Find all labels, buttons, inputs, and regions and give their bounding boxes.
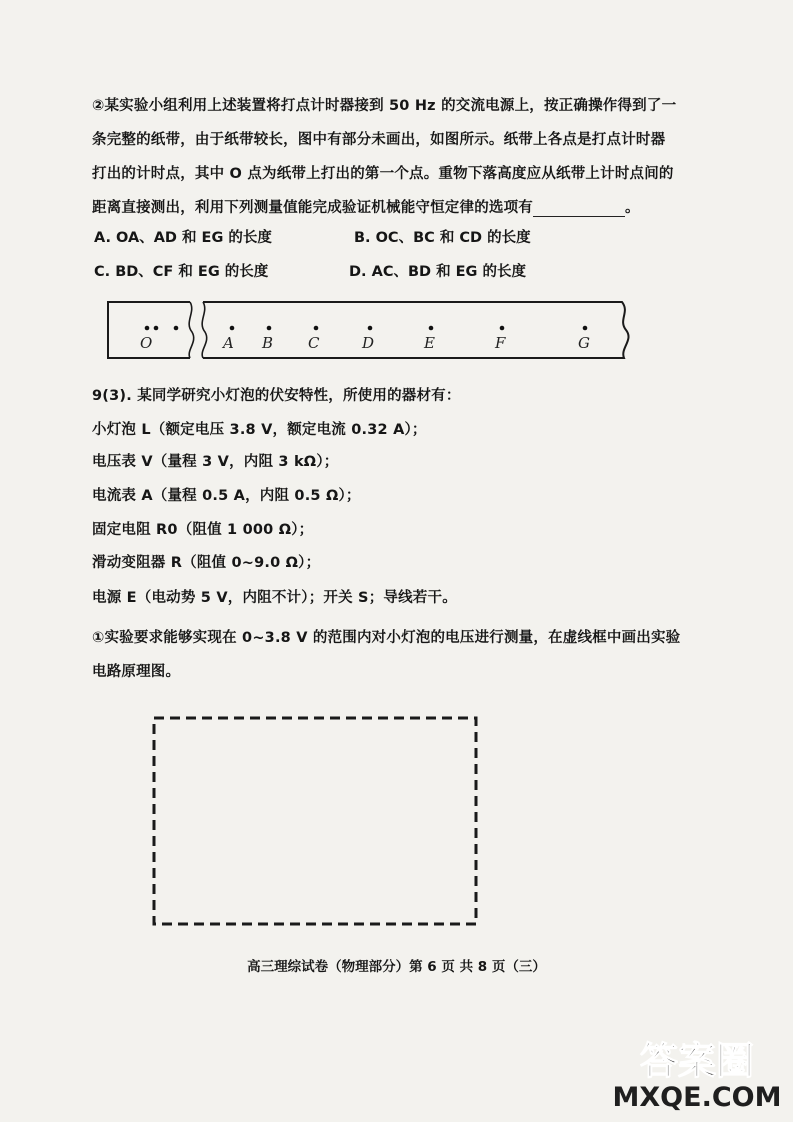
q8-line-4-end: 。 <box>625 200 640 216</box>
q8-line-2: 条完整的纸带，由于纸带较长，图中有部分未画出，如图所示。纸带上各点是打点计时器 <box>92 132 666 148</box>
q9-task-line-1: ①实验要求能够实现在 0~3.8 V 的范围内对小灯泡的电压进行测量，在虚线框中画出实验 <box>92 630 681 646</box>
q8-line-4-text: 距离直接测出，利用下列测量值能完成验证机械能守恒定律的选项有 <box>92 200 533 216</box>
tape-label-c: C <box>308 334 320 352</box>
option-a: A. OA、AD 和 EG 的长度 <box>94 230 272 246</box>
equipment-item-ammeter: 电流表 A（量程 0.5 A，内阻 0.5 Ω）； <box>92 488 361 504</box>
tape-label-e: E <box>424 334 435 352</box>
tape-dot-a <box>230 326 235 331</box>
q8-line-4 <box>92 196 640 217</box>
tape-label-d: D <box>362 334 375 352</box>
equipment-item-lamp: 小灯泡 L（额定电压 3.8 V，额定电流 0.32 A）； <box>92 422 427 438</box>
page-footer: 高三理综试卷（物理部分）第 6 页 共 8 页（三） <box>247 959 546 975</box>
svg-text:MXQE.COM: MXQE.COM <box>612 1082 782 1112</box>
tape-break-left <box>189 302 194 358</box>
bleed-through-texture <box>540 232 588 246</box>
equipment-item-voltmeter: 电压表 V（量程 3 V，内阻 3 kΩ）； <box>92 454 339 470</box>
equipment-item-rheostat: 滑动变阻器 R（阻值 0~9.0 Ω）； <box>92 555 321 571</box>
tape-label-o: O <box>140 334 153 352</box>
q9-task-line-2: 电路原理图。 <box>92 664 181 680</box>
equipment-item-source: 电源 E（电动势 5 V，内阻不计）；开关 S；导线若干。 <box>92 590 457 606</box>
q8-line-3: 打出的计时点，其中 O 点为纸带上打出的第一个点。重物下落高度应从纸带上计时点间的 <box>92 166 674 182</box>
tape-label-f: F <box>495 334 506 352</box>
tape-dot-c <box>314 326 319 331</box>
q9-title: 9(3). 某同学研究小灯泡的伏安特性，所使用的器材有： <box>92 388 461 404</box>
tape-dot <box>174 326 179 331</box>
tape-dot-d <box>368 326 373 331</box>
equipment-item-resistor: 固定电阻 R0（阻值 1 000 Ω）； <box>92 522 314 538</box>
option-d: D. AC、BD 和 EG 的长度 <box>349 264 526 280</box>
tape-label-b: B <box>262 334 274 352</box>
tape-dot-f <box>500 326 505 331</box>
answer-blank[interactable] <box>533 202 625 217</box>
svg-text:答案圈: 答案圈 <box>639 1039 755 1083</box>
tape-dot-e <box>429 326 434 331</box>
option-b: B. OC、BC 和 CD 的长度 <box>354 230 531 246</box>
paper-tape-diagram <box>0 292 793 372</box>
tape-dot-g <box>583 326 588 331</box>
tape-dot <box>154 326 159 331</box>
tape-break-right <box>202 302 207 358</box>
circuit-answer-box[interactable] <box>148 710 488 935</box>
tape-dot-b <box>267 326 272 331</box>
tape-dot <box>145 326 150 331</box>
option-c: C. BD、CF 和 EG 的长度 <box>94 264 269 280</box>
tape-label-a: A <box>223 334 234 352</box>
site-watermark-logo <box>612 1032 782 1112</box>
tape-label-g: G <box>578 334 590 352</box>
q8-line-1: ②某实验小组利用上述装置将打点计时器接到 50 Hz 的交流电源上，按正确操作得到了一 <box>92 98 677 114</box>
